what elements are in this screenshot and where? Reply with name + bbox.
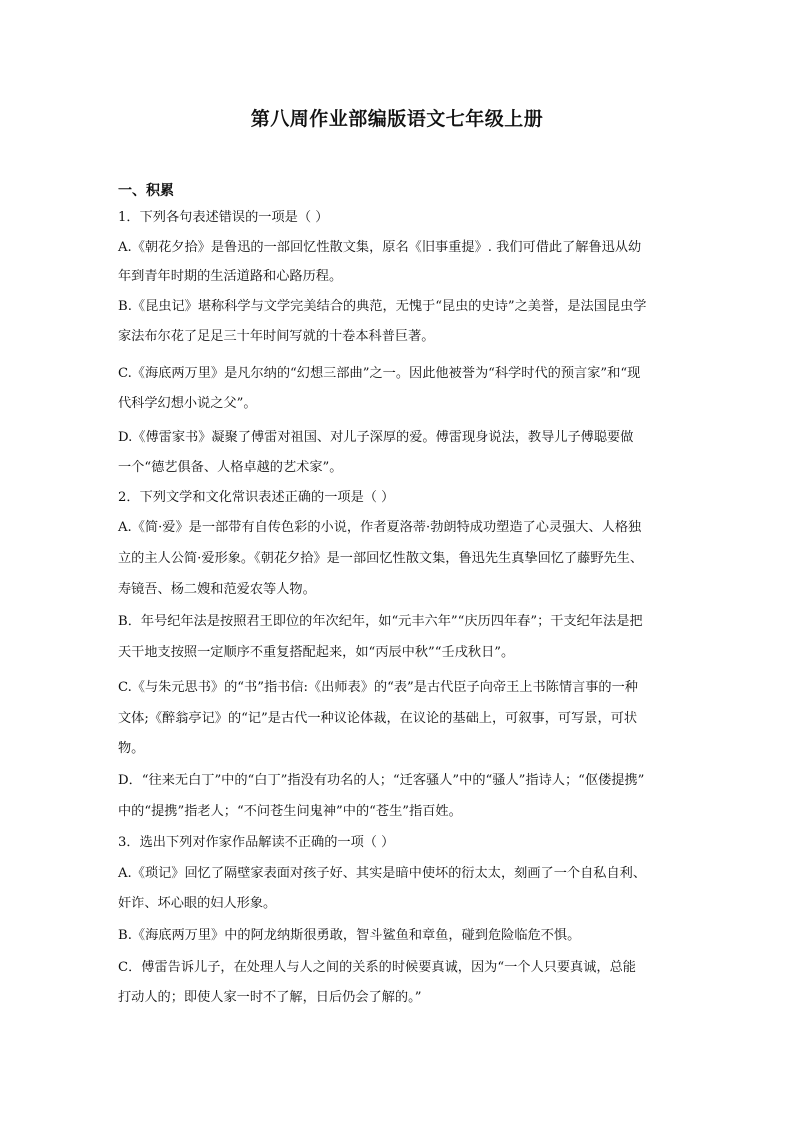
q2-option-d-cont: 中的“提携”指老人；“不问苍生问鬼神”中的“苍生”指百姓。 — [118, 804, 462, 819]
q1-option-d-cont: 一个“德艺俱备、人格卓越的艺术家”。 — [118, 460, 343, 475]
q1-option-a-cont: 年到青年时期的生活道路和心路历程。 — [118, 269, 343, 284]
q1-option-c-cont: 代科学幻想小说之父”。 — [118, 396, 257, 411]
q2-option-c-cont-1: 文体;《醉翁亭记》的“记”是古代一种议论体裁，在议论的基础上，可叙事，可写景，可状 — [118, 711, 638, 726]
question-3-stem: 3．选出下列对作家作品解读不正确的一项（ ） — [118, 835, 395, 850]
page-title: 第八周作业部编版语文七年级上册 — [250, 108, 544, 130]
q1-option-d: D.《傅雷家书》凝聚了傅雷对祖国、对儿子深厚的爱。傅雷现身说法，教导儿子傅聪要做 — [118, 430, 634, 445]
q2-option-b: B．年号纪年法是按照君王即位的年次纪年，如“元丰六年”“庆历四年春”；干支纪年法是把 — [118, 614, 643, 629]
q2-option-c-cont-2: 物。 — [118, 741, 145, 756]
q1-option-b: B.《昆虫记》堪称科学与文学完美结合的典范，无愧于“昆虫的史诗”之美誉，是法国昆虫学 — [118, 299, 647, 314]
q2-option-c: C.《与朱元思书》的“书”指书信:《出师表》的“表”是古代臣子向帝王上书陈情言事的一种 — [118, 680, 638, 695]
q3-option-c: C．傅雷告诉儿子，在处理人与人之间的关系的时候要真诚，因为“一个人只要真诚，总能 — [118, 960, 636, 975]
question-2-stem: 2．下列文学和文化常识表述正确的一项是（ ） — [118, 490, 395, 505]
q3-option-a-cont: 奸诈、坏心眼的妇人形象。 — [118, 896, 277, 911]
q2-option-a-cont-1: 立的主人公简·爱形象。《朝花夕拾》是一部回忆性散文集，鲁迅先生真挚回忆了藤野先生、 — [118, 551, 644, 566]
q3-option-a: A.《琐记》回忆了隔壁家表面对孩子好、其实是暗中使坏的衍太太，刻画了一个自私自利、 — [118, 866, 647, 881]
q1-option-c: C.《海底两万里》是凡尔纳的“幻想三部曲”之一。因此他被誉为“科学时代的预言家”和“现 — [118, 366, 641, 381]
question-1-stem: 1．下列各句表述错误的一项是（ ） — [118, 210, 329, 225]
q2-option-a: A.《简·爱》是一部带有自传色彩的小说，作者夏洛蒂·勃朗特成功塑造了心灵强大、人格独 — [118, 520, 642, 535]
q2-option-b-cont: 天干地支按照一定顺序不重复搭配起来，如“丙辰中秋”“壬戌秋日”。 — [118, 645, 515, 660]
q3-option-c-cont: 打动人的；即使人家一时不了解，日后仍会了解的。” — [118, 990, 422, 1005]
q2-option-a-cont-2: 寿镜吾、杨二嫂和范爱农等人物。 — [118, 582, 316, 597]
section-heading: 一、积累 — [118, 183, 174, 199]
q1-option-b-cont: 家法布尔花了足足三十年时间写就的十卷本科普巨著。 — [118, 329, 435, 344]
q3-option-b: B.《海底两万里》中的阿龙纳斯很勇敢，智斗鲨鱼和章鱼，碰到危险临危不惧。 — [118, 928, 581, 943]
q2-option-d: D．“往来无白丁”中的“白丁”指没有功名的人；“迁客骚人”中的“骚人”指诗人；“伛偻提携” — [118, 773, 645, 788]
q1-option-a: A.《朝花夕拾》是鲁迅的一部回忆性散文集，原名《旧事重提》. 我们可借此了解鲁迅从幼 — [118, 240, 642, 255]
